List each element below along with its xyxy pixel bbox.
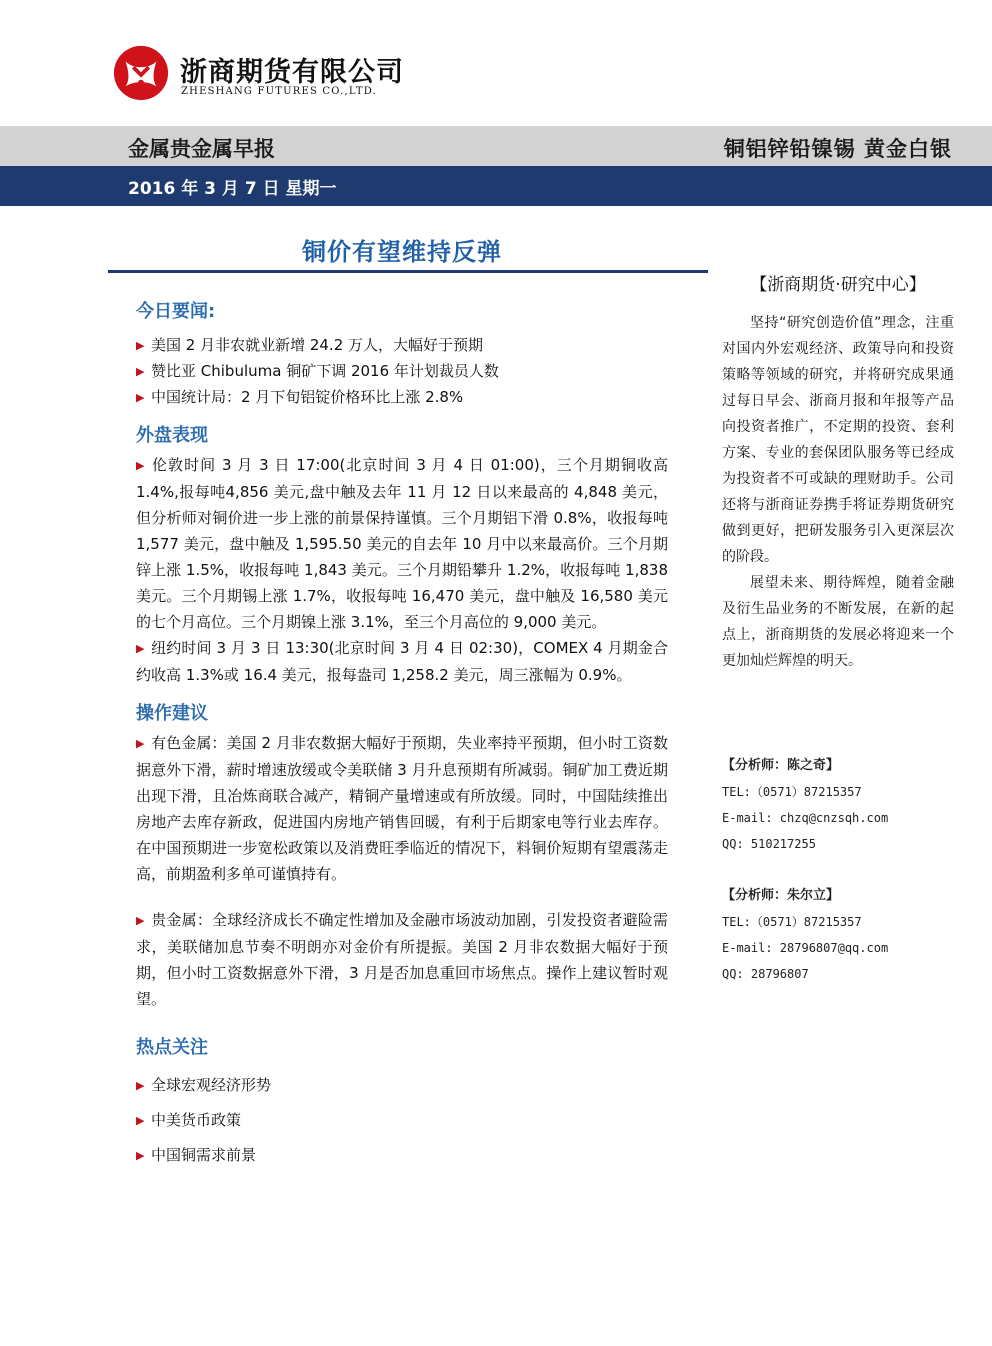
arrow-icon: ▶ <box>136 459 145 472</box>
news-item-text: 美国 2 月非农就业新增 24.2 万人，大幅好于预期 <box>151 336 484 354</box>
paragraph-text: 纽约时间 3 月 3 日 13:30(北京时间 3 月 4 日 02:30)，COMEX 4 月期金合约收高 1.3%或 16.4 美元，报每盎司 1,258.2 美元，周三涨幅为 0.9%。 <box>136 639 668 684</box>
main-title: 铜价有望维持反弹 <box>302 238 502 266</box>
sidebar-paragraph: 展望未来、期待辉煌，随着金融及衍生品业务的不断发展，在新的起点上，浙商期货的发展必将迎来一个更加灿烂辉煌的明天。 <box>722 575 954 669</box>
paragraph-text: 伦敦时间 3 月 3 日 17:00(北京时间 3 月 4 日 01:00)，三个月期铜收高 1.4%,报每吨4,856 美元,盘中触及去年 11 月 12 日以来最高的 4,848 美元，但分析师对铜价进一步上涨的前景保持谨慎。三个月期铝下滑 0.8%，收报每吨 1,577 美元，盘中触及 1,595.50 美元的自去年 10 月中以来最高价。三个月期锌上涨 1.5%，收报每吨 1,843 美元。三个月期铅攀升 1.2%，收报每吨 1,838 美元。三个月期锡上涨 1.7%，收报每吨 16,470 美元，盘中触及 16,580 美元的七个月高位。三个月期镍上涨 3.1%，至三个月高位的 9,000 美元。 <box>136 456 668 631</box>
report-band <box>0 126 992 166</box>
date-band <box>0 166 992 206</box>
analyst-tel: TEL:（0571）87215357 <box>722 915 862 929</box>
analyst-card <box>722 753 954 857</box>
overseas-heading: 外盘表现 <box>136 425 208 446</box>
hot-item-text: 中美货币政策 <box>151 1111 242 1129</box>
sidebar-paragraph: 坚持“研究创造价值”理念，注重对国内外宏观经济、政策导向和投资策略等领域的研究，并将研究成果通过每日早会、浙商月报和年报等产品向投资者推广，不定期的投资、套利方案、专业的套保团队服务等已经成为投资者不可或缺的理财助手。公司还将与浙商证券携手将证券期货研究做到更好，把研发服务引入更深层次的阶段。 <box>722 315 954 565</box>
company-name-en: ZHESHANG FUTURES CO.,LTD. <box>181 86 377 97</box>
analyst-name: 【分析师：陈之奇】 <box>722 758 840 773</box>
list-item <box>136 1103 668 1138</box>
report-date: 2016 年 3 月 7 日 星期一 <box>128 179 337 199</box>
advice-paragraph <box>136 730 668 887</box>
news-item-text: 中国统计局：2 月下旬铝锭价格环比上涨 2.8% <box>151 388 464 406</box>
hot-heading: 热点关注 <box>136 1037 208 1058</box>
arrow-icon: ▶ <box>136 642 145 655</box>
analyst-name: 【分析师：朱尔立】 <box>722 888 840 903</box>
analyst-email: E-mail: 28796807@qq.com <box>722 941 889 955</box>
arrow-icon: ▶ <box>136 391 145 404</box>
metals-list: 铜铝锌铅镍锡 黄金白银 <box>723 137 952 161</box>
paragraph-text: 有色金属：美国 2 月非农数据大幅好于预期，失业率持平预期，但小时工资数据意外下滑，薪时增速放缓或令美联储 3 月升息预期有所减弱。铜矿加工费近期出现下滑，且冶炼商联合减产，精铜产量增速或有所放缓。同时，中国陆续推出房地产去库存新政，促进国内房地产销售回暖，有利于后期家电等行业去库存。在中国预期进一步宽松政策以及消费旺季临近的情况下，料铜价短期有望震荡走高，前期盈利多单可谨慎持有。 <box>136 734 668 883</box>
list-item <box>136 358 668 384</box>
analyst-qq: QQ: 28796807 <box>722 967 809 981</box>
arrow-icon: ▶ <box>136 914 145 927</box>
advice-heading: 操作建议 <box>136 703 208 724</box>
overseas-paragraph <box>136 635 668 688</box>
arrow-icon: ▶ <box>136 1079 145 1092</box>
sidebar <box>722 272 954 674</box>
analyst-tel: TEL:（0571）87215357 <box>722 785 862 799</box>
analyst-card <box>722 883 954 987</box>
analyst-email: E-mail: chzq@cnzsqh.com <box>722 811 889 825</box>
overseas-paragraph <box>136 452 668 635</box>
arrow-icon: ▶ <box>136 365 145 378</box>
hot-list <box>136 1068 668 1173</box>
arrow-icon: ▶ <box>136 1114 145 1127</box>
sidebar-heading: 【浙商期货·研究中心】 <box>750 275 926 295</box>
list-item <box>136 1138 668 1173</box>
news-list <box>136 332 668 410</box>
company-name-cn: 浙商期货有限公司 <box>180 57 404 88</box>
company-logo <box>112 44 170 102</box>
advice-paragraph <box>136 907 668 1012</box>
arrow-icon: ▶ <box>136 737 145 750</box>
list-item <box>136 384 668 410</box>
list-item <box>136 332 668 358</box>
title-rule <box>108 270 708 273</box>
news-heading: 今日要闻: <box>136 301 216 322</box>
hot-item-text: 全球宏观经济形势 <box>151 1076 272 1094</box>
report-name: 金属贵金属早报 <box>128 137 275 161</box>
main-content <box>136 296 668 1173</box>
news-item-text: 赞比亚 Chibuluma 铜矿下调 2016 年计划裁员人数 <box>151 362 499 380</box>
analyst-qq: QQ: 510217255 <box>722 837 816 851</box>
paragraph-text: 贵金属：全球经济成长不确定性增加及金融市场波动加剧，引发投资者避险需求，美联储加息节奏不明朗亦对金价有所提振。美国 2 月非农数据大幅好于预期，但小时工资数据意外下滑，3 月是否加息重回市场焦点。操作上建议暂时观望。 <box>136 911 668 1008</box>
arrow-icon: ▶ <box>136 339 145 352</box>
hot-item-text: 中国铜需求前景 <box>151 1146 257 1164</box>
arrow-icon: ▶ <box>136 1149 145 1162</box>
list-item <box>136 1068 668 1103</box>
